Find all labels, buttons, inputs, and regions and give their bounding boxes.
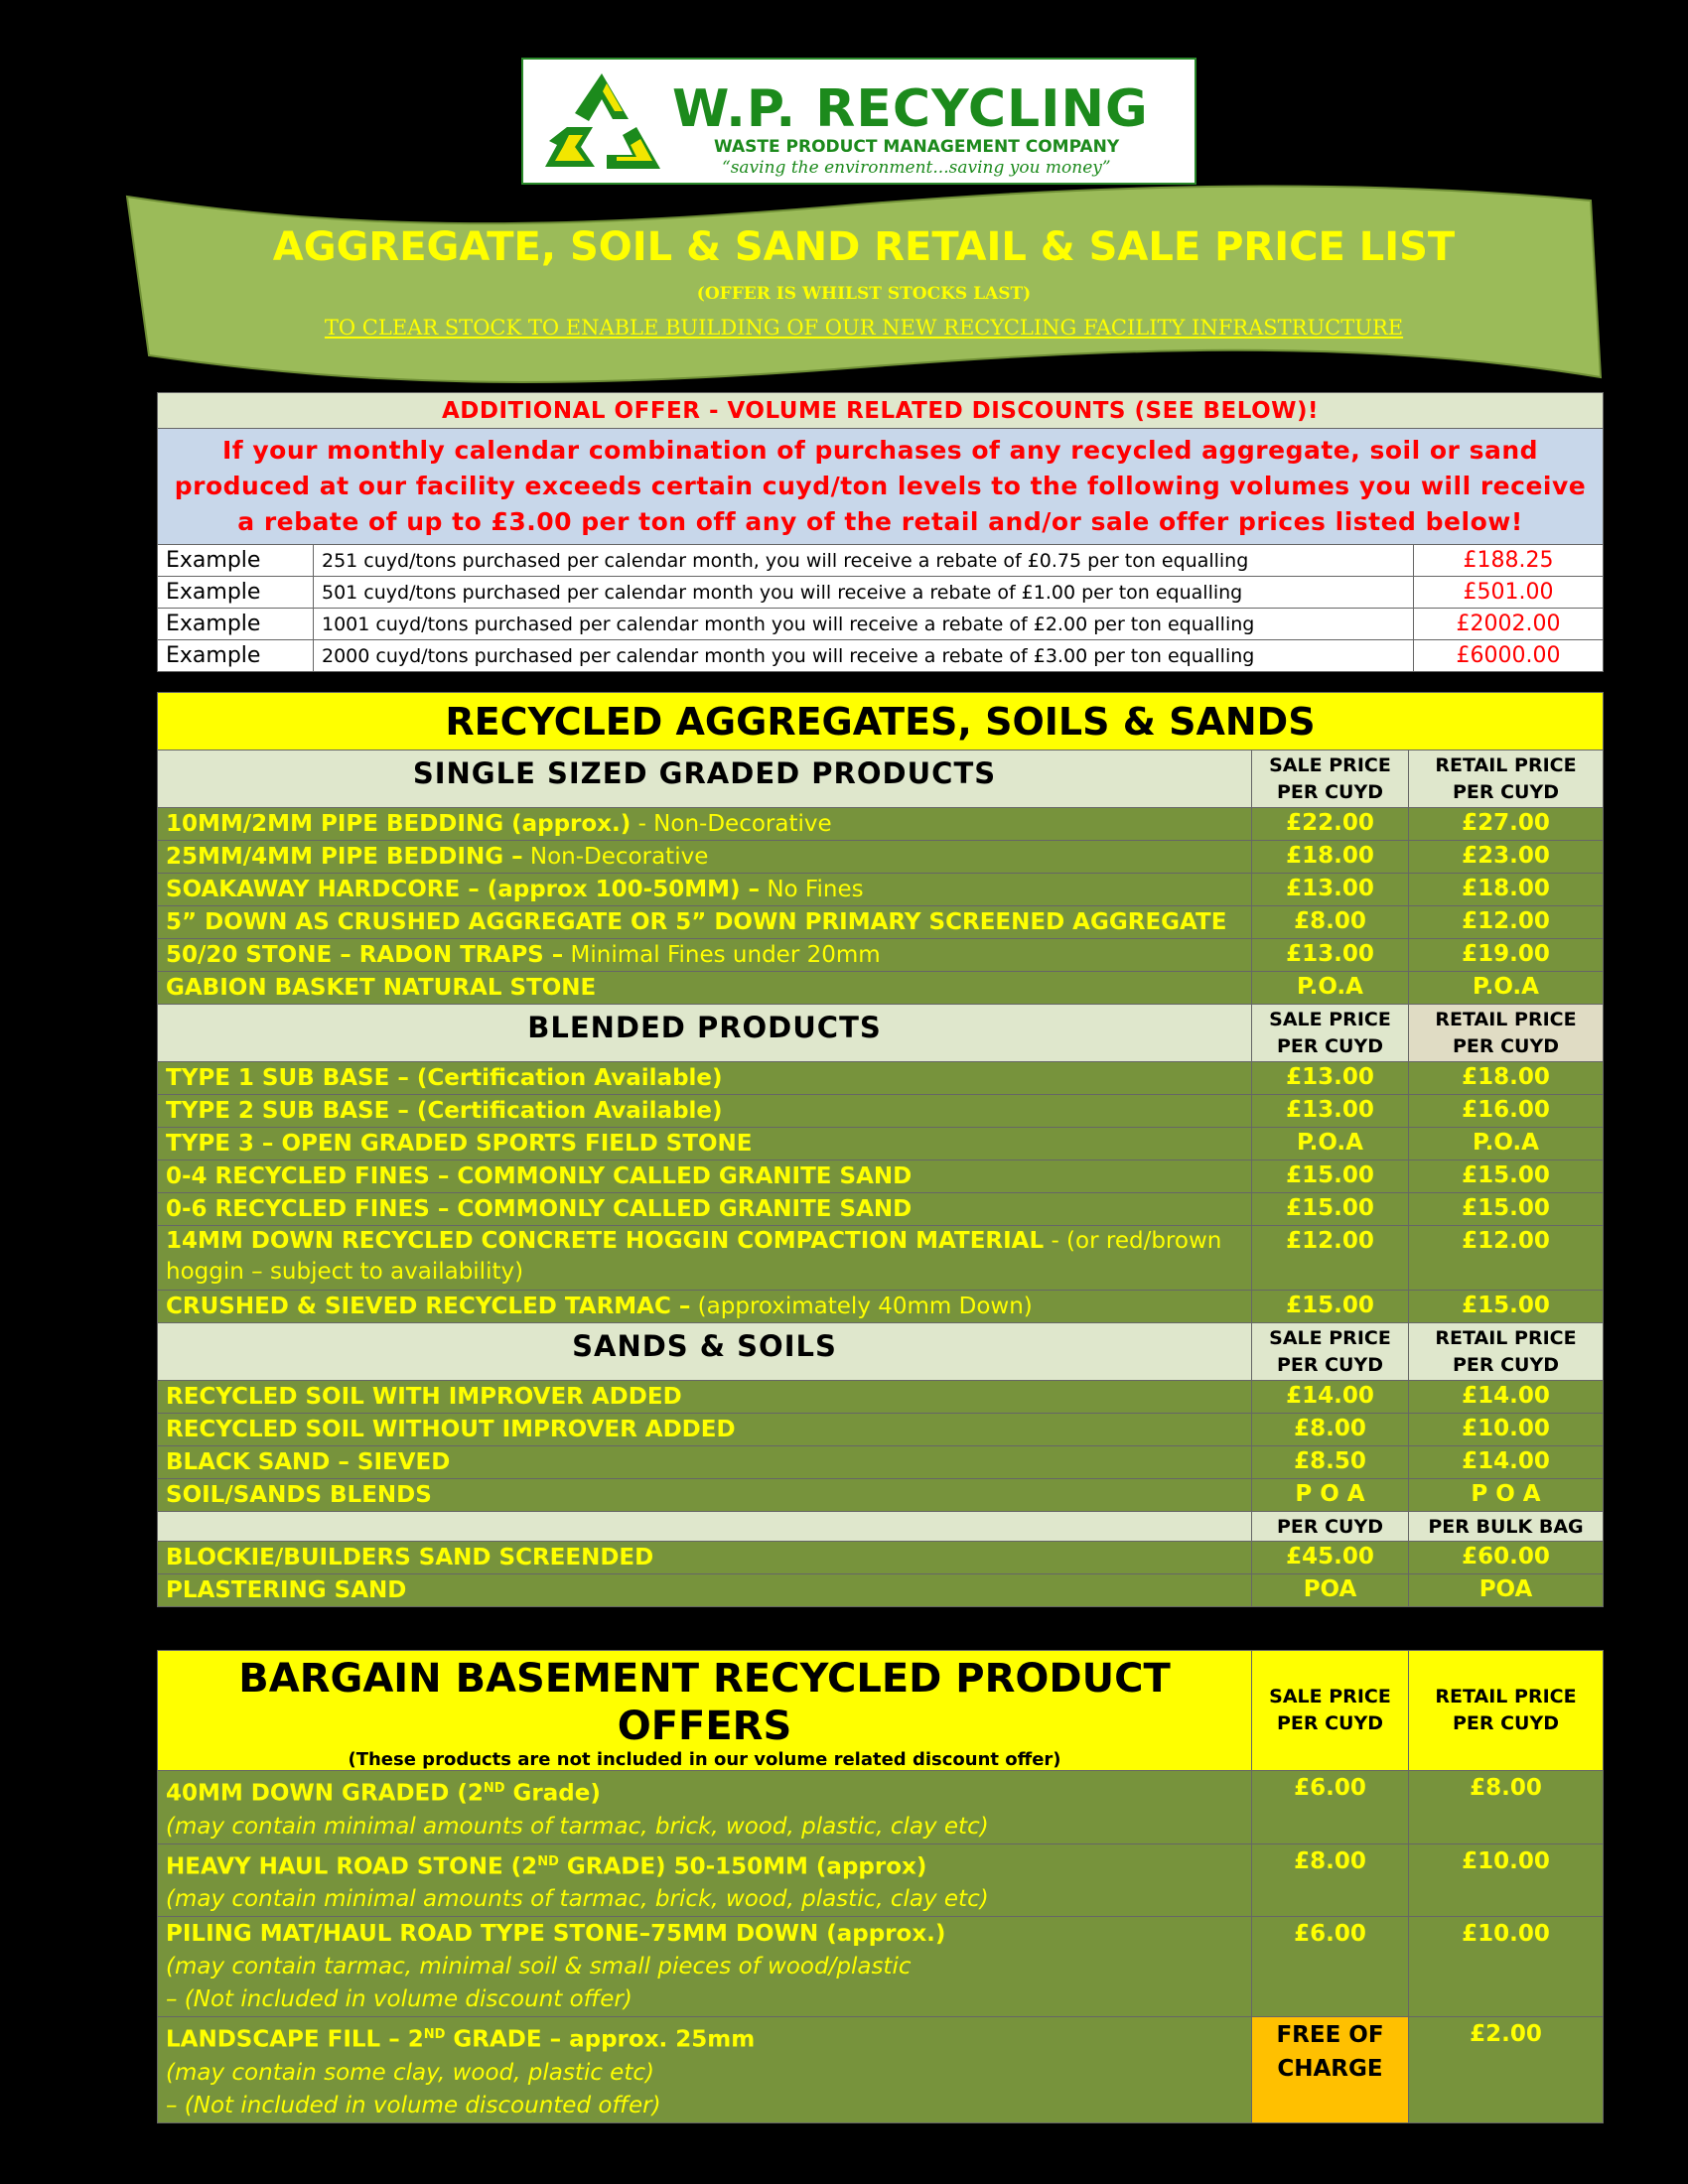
sale-price-header: SALE PRICE PER CUYD <box>1252 1651 1409 1771</box>
retail-price: £14.00 <box>1409 1446 1604 1479</box>
sale-price: P.O.A <box>1252 972 1409 1005</box>
retail-price: POA <box>1409 1574 1604 1607</box>
product-row <box>158 972 1604 1005</box>
retail-price: P.O.A <box>1409 972 1604 1005</box>
product-row <box>158 1446 1604 1479</box>
bargain-table <box>157 1650 1604 2123</box>
logo-subtitle: WASTE PRODUCT MANAGEMENT COMPANY <box>714 137 1120 157</box>
retail-price: P O A <box>1409 1479 1604 1512</box>
retail-price: £10.00 <box>1409 1843 1604 1917</box>
example-row <box>158 545 1604 577</box>
price-table-title: RECYCLED AGGREGATES, SOILS & SANDS <box>158 693 1604 751</box>
example-text: 501 cuyd/tons purchased per calendar month you will receive a rebate of £1.00 per ton equalling <box>314 577 1414 609</box>
retail-price: £14.00 <box>1409 1381 1604 1414</box>
volume-discount-table <box>157 392 1604 672</box>
bargain-row <box>158 1917 1604 2017</box>
bargain-title: BARGAIN BASEMENT RECYCLED PRODUCT OFFERS (These products are not included in our volume related discount offer) <box>158 1651 1252 1771</box>
product-name: LANDSCAPE FILL – 2ND GRADE – approx. 25mm (may contain some clay, wood, plastic etc) – (Not included in volume discounted offer) <box>158 2017 1252 2123</box>
product-name: 10MM/2MM PIPE BEDDING (approx.) - Non-Decorative <box>158 808 1252 841</box>
section-header <box>158 1323 1604 1381</box>
retail-price: P.O.A <box>1409 1128 1604 1160</box>
retail-price: £19.00 <box>1409 939 1604 972</box>
sale-price: £6.00 <box>1252 1917 1409 2017</box>
section-header <box>158 751 1604 808</box>
unit-row-blank <box>158 1512 1252 1542</box>
sale-price: £8.00 <box>1252 1414 1409 1446</box>
sale-price: £8.00 <box>1252 1843 1409 1917</box>
sale-price: £13.00 <box>1252 874 1409 906</box>
product-row <box>158 1381 1604 1414</box>
product-name: PILING MAT/HAUL ROAD TYPE STONE–75MM DOWN (approx.) (may contain tarmac, minimal soil & small pieces of wood/plastic – (Not included in volume discount offer) <box>158 1917 1252 2017</box>
product-disclaimer: – (Not included in volume discounted offer) <box>166 2092 661 2118</box>
product-name: 0-6 RECYCLED FINES – COMMONLY CALLED GRANITE SAND <box>158 1193 1252 1226</box>
product-row <box>158 1160 1604 1193</box>
offer-heading: ADDITIONAL OFFER - VOLUME RELATED DISCOUNTS (SEE BELOW)! <box>158 393 1604 429</box>
sale-price: £8.50 <box>1252 1446 1409 1479</box>
product-name: PLASTERING SAND <box>158 1574 1252 1607</box>
company-logo <box>521 58 1196 185</box>
product-name: RECYCLED SOIL WITHOUT IMPROVER ADDED <box>158 1414 1252 1446</box>
product-name: TYPE 2 SUB BASE – (Certification Available) <box>158 1095 1252 1128</box>
product-row <box>158 1479 1604 1512</box>
sale-price: £18.00 <box>1252 841 1409 874</box>
sale-price-header: SALE PRICE PER CUYD <box>1252 1323 1409 1381</box>
product-row <box>158 841 1604 874</box>
product-description: (may contain minimal amounts of tarmac, brick, wood, plastic, clay etc) <box>166 1813 989 1840</box>
retail-price: £15.00 <box>1409 1291 1604 1323</box>
logo-tagline: “saving the environment...saving you money” <box>722 158 1111 178</box>
sale-price: £45.00 <box>1252 1542 1409 1574</box>
example-row <box>158 577 1604 609</box>
product-row <box>158 906 1604 939</box>
bargain-row <box>158 2017 1604 2123</box>
product-name: 14MM DOWN RECYCLED CONCRETE HOGGIN COMPACTION MATERIAL - (or red/brown hoggin – subject to availability) <box>158 1226 1252 1291</box>
example-amount: £6000.00 <box>1414 640 1604 672</box>
example-label: Example <box>158 577 314 609</box>
product-name: BLACK SAND – SIEVED <box>158 1446 1252 1479</box>
unit-sale: PER CUYD <box>1252 1512 1409 1542</box>
product-name: 25MM/4MM PIPE BEDDING – Non-Decorative <box>158 841 1252 874</box>
product-name: 50/20 STONE – RADON TRAPS – Minimal Fines under 20mm <box>158 939 1252 972</box>
product-row <box>158 1193 1604 1226</box>
retail-price: £10.00 <box>1409 1414 1604 1446</box>
retail-price: £60.00 <box>1409 1542 1604 1574</box>
product-row <box>158 1128 1604 1160</box>
retail-price: £12.00 <box>1409 1226 1604 1291</box>
sale-price: POA <box>1252 1574 1409 1607</box>
section-header <box>158 1005 1604 1062</box>
example-text: 1001 cuyd/tons purchased per calendar month you will receive a rebate of £2.00 per ton equalling <box>314 609 1414 640</box>
example-amount: £2002.00 <box>1414 609 1604 640</box>
offer-description: If your monthly calendar combination of purchases of any recycled aggregate, soil or sand produced at our facility exceeds certain cuyd/ton levels to the following volumes you will receive a rebate of up to £3.00 per ton off any of the retail and/or sale offer prices listed below! <box>158 429 1604 545</box>
product-name: CRUSHED & SIEVED RECYCLED TARMAC – (approximately 40mm Down) <box>158 1291 1252 1323</box>
section-title: BLENDED PRODUCTS <box>158 1005 1252 1062</box>
product-name: 0-4 RECYCLED FINES – COMMONLY CALLED GRANITE SAND <box>158 1160 1252 1193</box>
product-row <box>158 1542 1604 1574</box>
sale-price: £6.00 <box>1252 1771 1409 1844</box>
bargain-row <box>158 1843 1604 1917</box>
bargain-note: (These products are not included in our volume related discount offer) <box>348 1749 1061 1770</box>
unit-row <box>158 1512 1604 1542</box>
price-table <box>157 692 1604 1607</box>
sale-price: £15.00 <box>1252 1160 1409 1193</box>
example-amount: £501.00 <box>1414 577 1604 609</box>
recycle-icon <box>537 69 666 175</box>
product-row <box>158 808 1604 841</box>
product-row <box>158 1414 1604 1446</box>
sale-price: £12.00 <box>1252 1226 1409 1291</box>
retail-price: £18.00 <box>1409 874 1604 906</box>
product-row <box>158 939 1604 972</box>
product-row <box>158 1574 1604 1607</box>
retail-price: £2.00 <box>1409 2017 1604 2123</box>
product-name: 5” DOWN AS CRUSHED AGGREGATE OR 5” DOWN PRIMARY SCREENED AGGREGATE <box>158 906 1252 939</box>
sale-price-header: SALE PRICE PER CUYD <box>1252 751 1409 808</box>
unit-retail: PER BULK BAG <box>1409 1512 1604 1542</box>
example-row <box>158 609 1604 640</box>
retail-price: £8.00 <box>1409 1771 1604 1844</box>
product-name: TYPE 1 SUB BASE – (Certification Available) <box>158 1062 1252 1095</box>
offer-note: (OFFER IS WHILST STOCKS LAST) <box>696 284 1032 304</box>
sale-price-header: SALE PRICE PER CUYD <box>1252 1005 1409 1062</box>
product-name: RECYCLED SOIL WITH IMPROVER ADDED <box>158 1381 1252 1414</box>
sale-price: £22.00 <box>1252 808 1409 841</box>
sale-price: £13.00 <box>1252 939 1409 972</box>
retail-price-header: RETAIL PRICE PER CUYD <box>1409 1651 1604 1771</box>
sale-price: P.O.A <box>1252 1128 1409 1160</box>
product-name: GABION BASKET NATURAL STONE <box>158 972 1252 1005</box>
product-name: SOIL/SANDS BLENDS <box>158 1479 1252 1512</box>
retail-price: £10.00 <box>1409 1917 1604 2017</box>
price-list-title: AGGREGATE, SOIL & SAND RETAIL & SALE PRICE LIST <box>272 224 1456 270</box>
sale-price: P O A <box>1252 1479 1409 1512</box>
product-row <box>158 1062 1604 1095</box>
product-description: (may contain tarmac, minimal soil & small pieces of wood/plastic <box>166 1954 912 1980</box>
sale-price: £8.00 <box>1252 906 1409 939</box>
example-text: 251 cuyd/tons purchased per calendar month, you will receive a rebate of £0.75 per ton equalling <box>314 545 1414 577</box>
example-text: 2000 cuyd/tons purchased per calendar month you will receive a rebate of £3.00 per ton equalling <box>314 640 1414 672</box>
example-amount: £188.25 <box>1414 545 1604 577</box>
section-title: SINGLE SIZED GRADED PRODUCTS <box>158 751 1252 808</box>
retail-price: £23.00 <box>1409 841 1604 874</box>
product-description: (may contain minimal amounts of tarmac, brick, wood, plastic, clay etc) <box>166 1886 989 1913</box>
product-row <box>158 874 1604 906</box>
retail-price: £27.00 <box>1409 808 1604 841</box>
product-row <box>158 1291 1604 1323</box>
retail-price: £15.00 <box>1409 1160 1604 1193</box>
example-label: Example <box>158 609 314 640</box>
product-description: (may contain some clay, wood, plastic etc) <box>166 2059 654 2086</box>
bargain-header <box>158 1651 1604 1771</box>
retail-price-header: RETAIL PRICE PER CUYD <box>1409 1005 1604 1062</box>
example-label: Example <box>158 640 314 672</box>
section-title: SANDS & SOILS <box>158 1323 1252 1381</box>
sale-price: £13.00 <box>1252 1062 1409 1095</box>
banner-ribbon <box>119 179 1609 387</box>
retail-price: £16.00 <box>1409 1095 1604 1128</box>
sale-price: £15.00 <box>1252 1291 1409 1323</box>
product-name: HEAVY HAUL ROAD STONE (2ND GRADE) 50-150MM (approx) (may contain minimal amounts of tarmac, brick, wood, plastic, clay etc) <box>158 1843 1252 1917</box>
product-row <box>158 1095 1604 1128</box>
retail-price-header: RETAIL PRICE PER CUYD <box>1409 1323 1604 1381</box>
retail-price: £15.00 <box>1409 1193 1604 1226</box>
product-name: SOAKAWAY HARDCORE – (approx 100-50MM) – No Fines <box>158 874 1252 906</box>
bargain-row <box>158 1771 1604 1844</box>
product-row <box>158 1226 1604 1291</box>
banner-subtitle: TO CLEAR STOCK TO ENABLE BUILDING OF OUR NEW RECYCLING FACILITY INFRASTRUCTURE <box>324 316 1404 340</box>
free-of-charge-badge: FREE OF CHARGE <box>1252 2017 1409 2123</box>
retail-price: £18.00 <box>1409 1062 1604 1095</box>
sale-price: £14.00 <box>1252 1381 1409 1414</box>
product-name: TYPE 3 – OPEN GRADED SPORTS FIELD STONE <box>158 1128 1252 1160</box>
sale-price: £13.00 <box>1252 1095 1409 1128</box>
example-label: Example <box>158 545 314 577</box>
logo-brand: W.P. RECYCLING <box>672 79 1149 139</box>
sale-price: £15.00 <box>1252 1193 1409 1226</box>
retail-price: £12.00 <box>1409 906 1604 939</box>
product-name: 40MM DOWN GRADED (2ND Grade) (may contain minimal amounts of tarmac, brick, wood, plastic, clay etc) <box>158 1771 1252 1844</box>
product-disclaimer: – (Not included in volume discount offer) <box>166 1986 633 2013</box>
retail-price-header: RETAIL PRICE PER CUYD <box>1409 751 1604 808</box>
product-name: BLOCKIE/BUILDERS SAND SCREENDED <box>158 1542 1252 1574</box>
example-row <box>158 640 1604 672</box>
